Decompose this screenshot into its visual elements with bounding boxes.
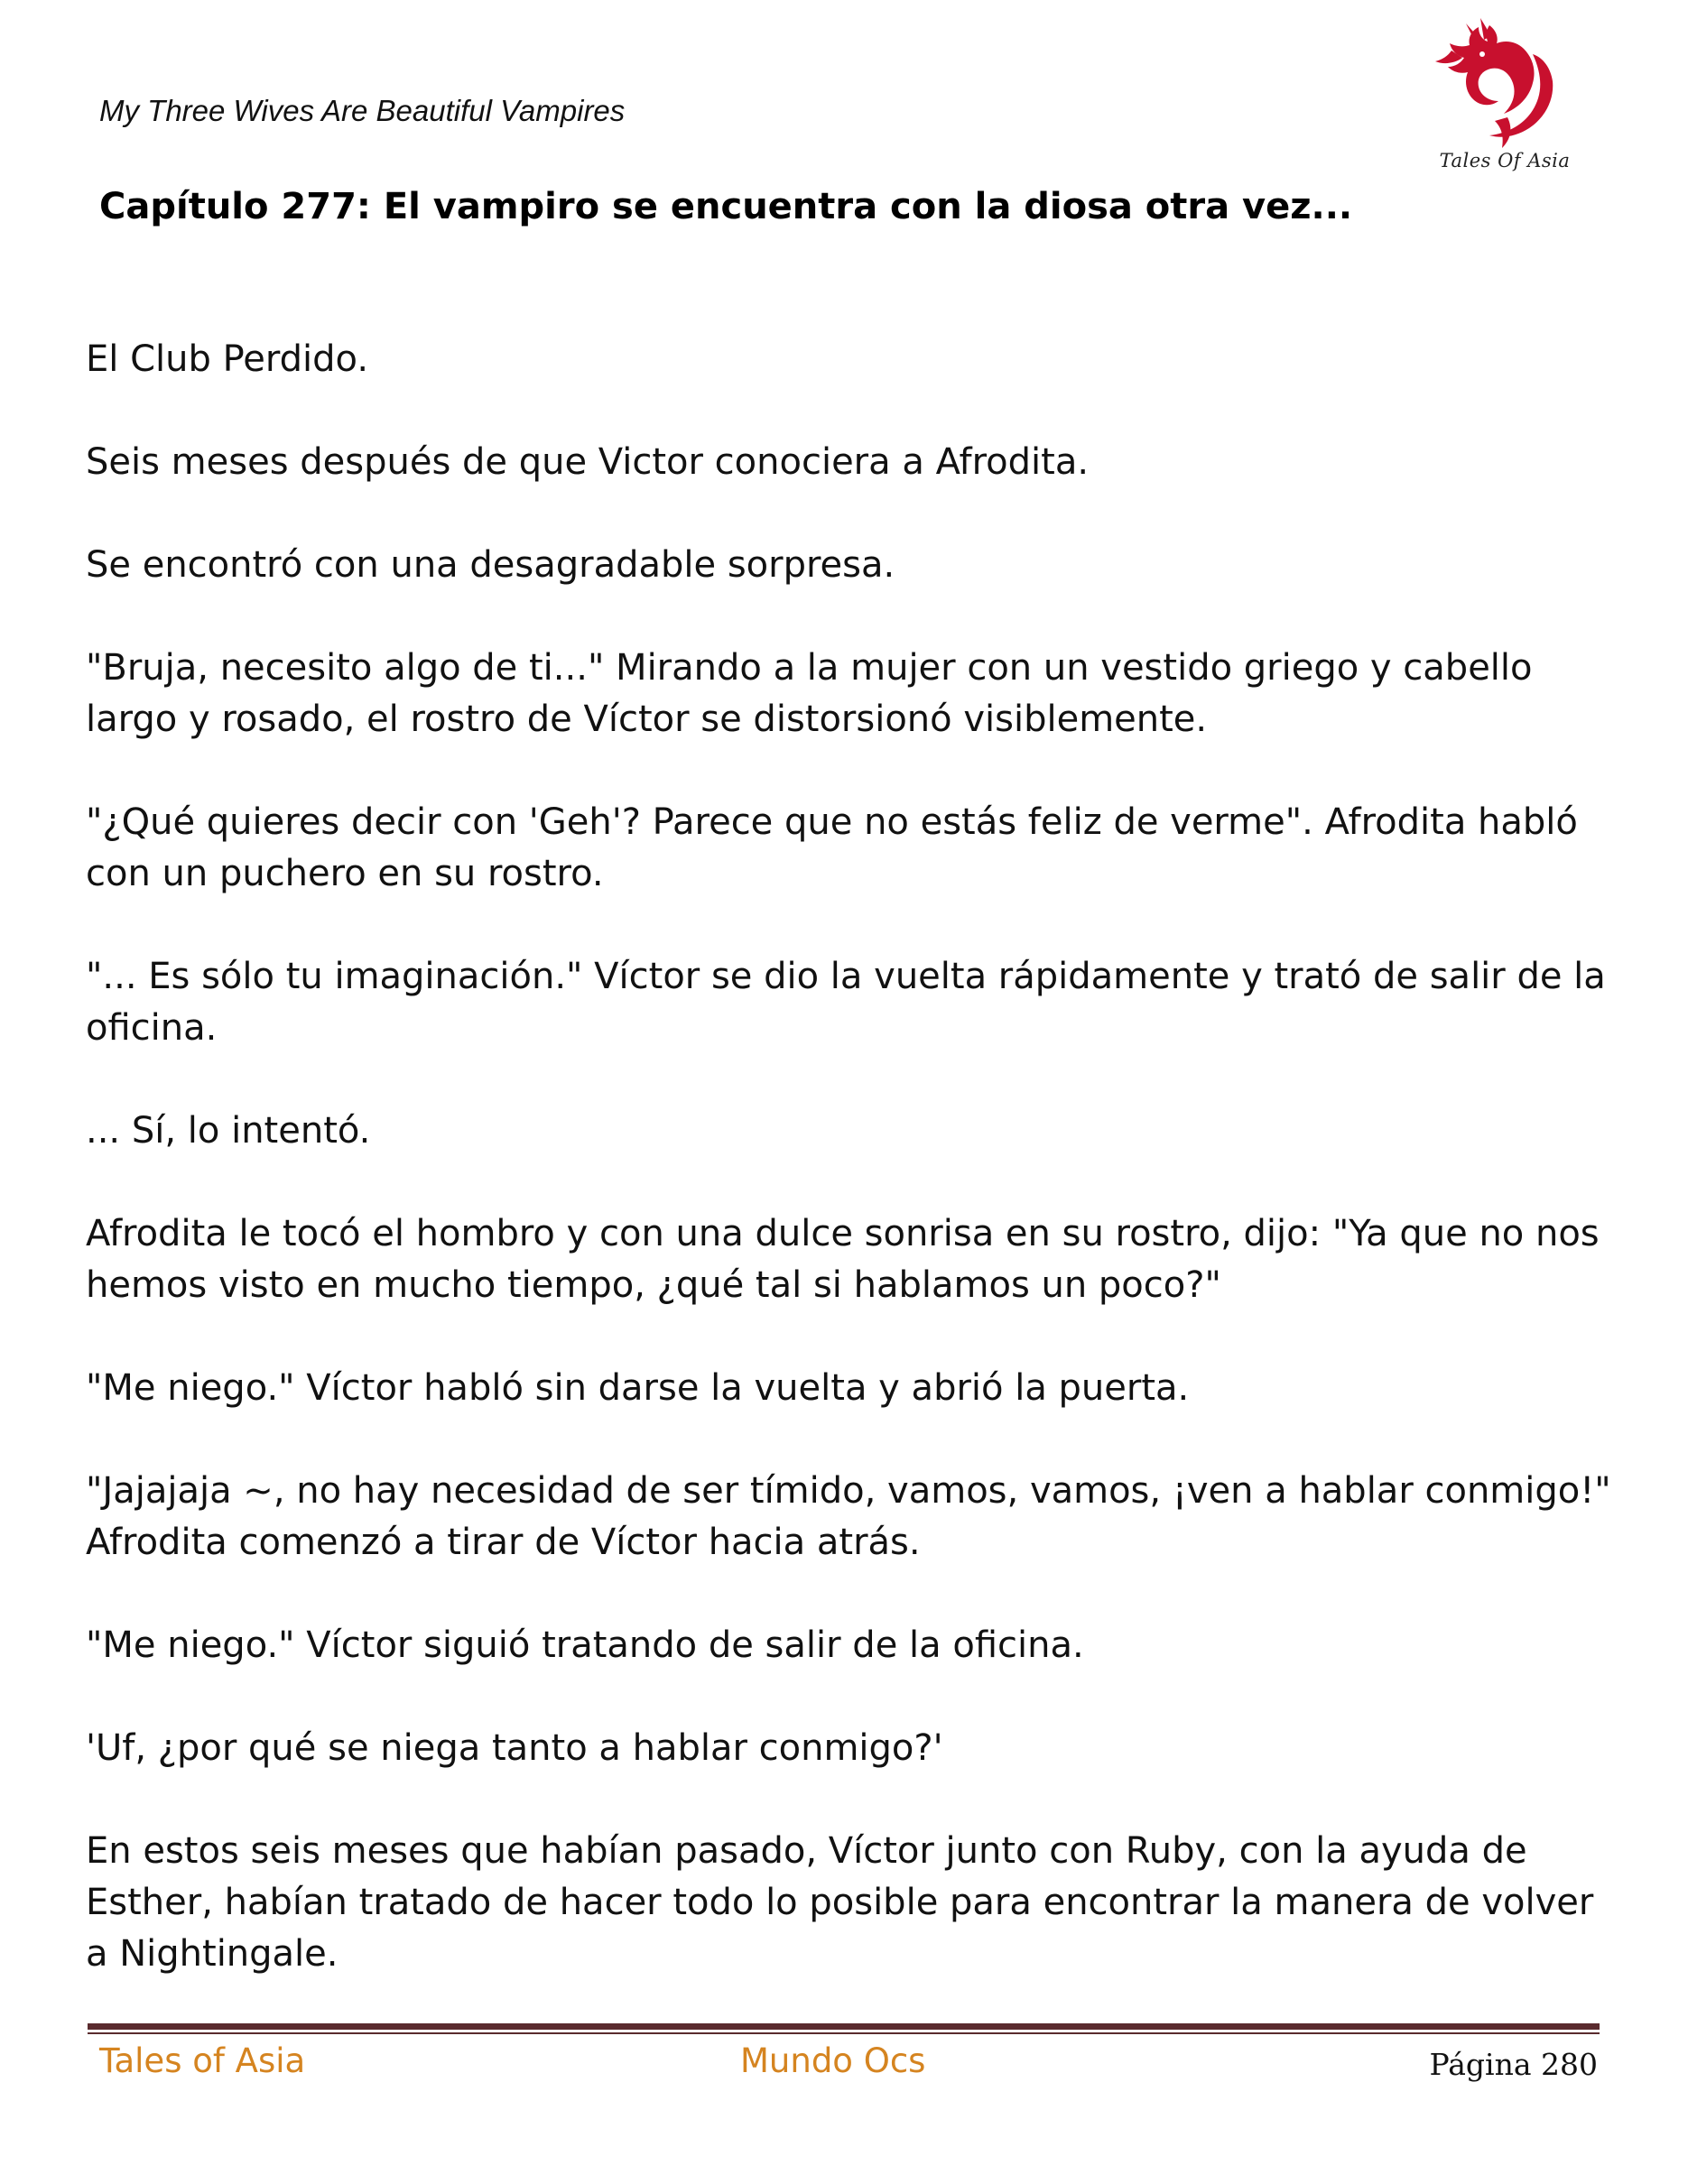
paragraph: ... Sí, lo intentó. xyxy=(86,1110,371,1152)
page-number: Página 280 xyxy=(1429,2047,1598,2082)
paragraph: 'Uf, ¿por qué se niega tanto a hablar conmigo?' xyxy=(86,1727,943,1769)
paragraph: "Jajajaja ~, no hay necesidad de ser tímido, vamos, vamos, ¡ven a hablar conmigo!" Afrodita comenzó a tirar de Víctor hacia atrás. xyxy=(86,1470,1611,1563)
paragraph: "Me niego." Víctor habló sin darse la vuelta y abrió la puerta. xyxy=(86,1367,1190,1409)
footer-rule-thin xyxy=(88,2032,1600,2034)
paragraph: "Me niego." Víctor siguió tratando de salir de la oficina. xyxy=(86,1624,1084,1666)
chapter-title: Capítulo 277: El vampiro se encuentra con la diosa otra vez... xyxy=(99,186,1353,227)
paragraph: Se encontró con una desagradable sorpresa. xyxy=(86,544,895,586)
logo-text: Tales Of Asia xyxy=(1439,150,1571,171)
paragraph: Seis meses después de que Victor conociera a Afrodita. xyxy=(86,441,1090,483)
footer-group-name: Mundo Ocs xyxy=(740,2041,926,2080)
paragraph: "Bruja, necesito algo de ti..." Mirando a la mujer con un vestido griego y cabello largo y rosado, el rostro de Víctor se distorsionó visiblemente. xyxy=(86,647,1533,740)
paragraph: En estos seis meses que habían pasado, Víctor junto con Ruby, con la ayuda de Esther, habían tratado de hacer todo lo posible para encontrar la manera de volver a Nightingale. xyxy=(86,1830,1594,1975)
paragraph: "¿Qué quieres decir con 'Geh'? Parece que no estás feliz de verme". Afrodita habló con un puchero en su rostro. xyxy=(86,801,1578,894)
book-title: My Three Wives Are Beautiful Vampires xyxy=(99,94,626,127)
paragraph: Afrodita le tocó el hombro y con una dulce sonrisa en su rostro, dijo: "Ya que no nos hemos visto en mucho tiempo, ¿qué tal si hablamos un poco?" xyxy=(86,1213,1600,1306)
paragraph: "... Es sólo tu imaginación." Víctor se dio la vuelta rápidamente y trató de salir de la oficina. xyxy=(86,956,1606,1049)
paragraph: El Club Perdido. xyxy=(86,338,369,380)
footer-rule xyxy=(88,2023,1600,2030)
chapter-body xyxy=(86,334,1611,2031)
footer-site-name: Tales of Asia xyxy=(99,2041,306,2080)
